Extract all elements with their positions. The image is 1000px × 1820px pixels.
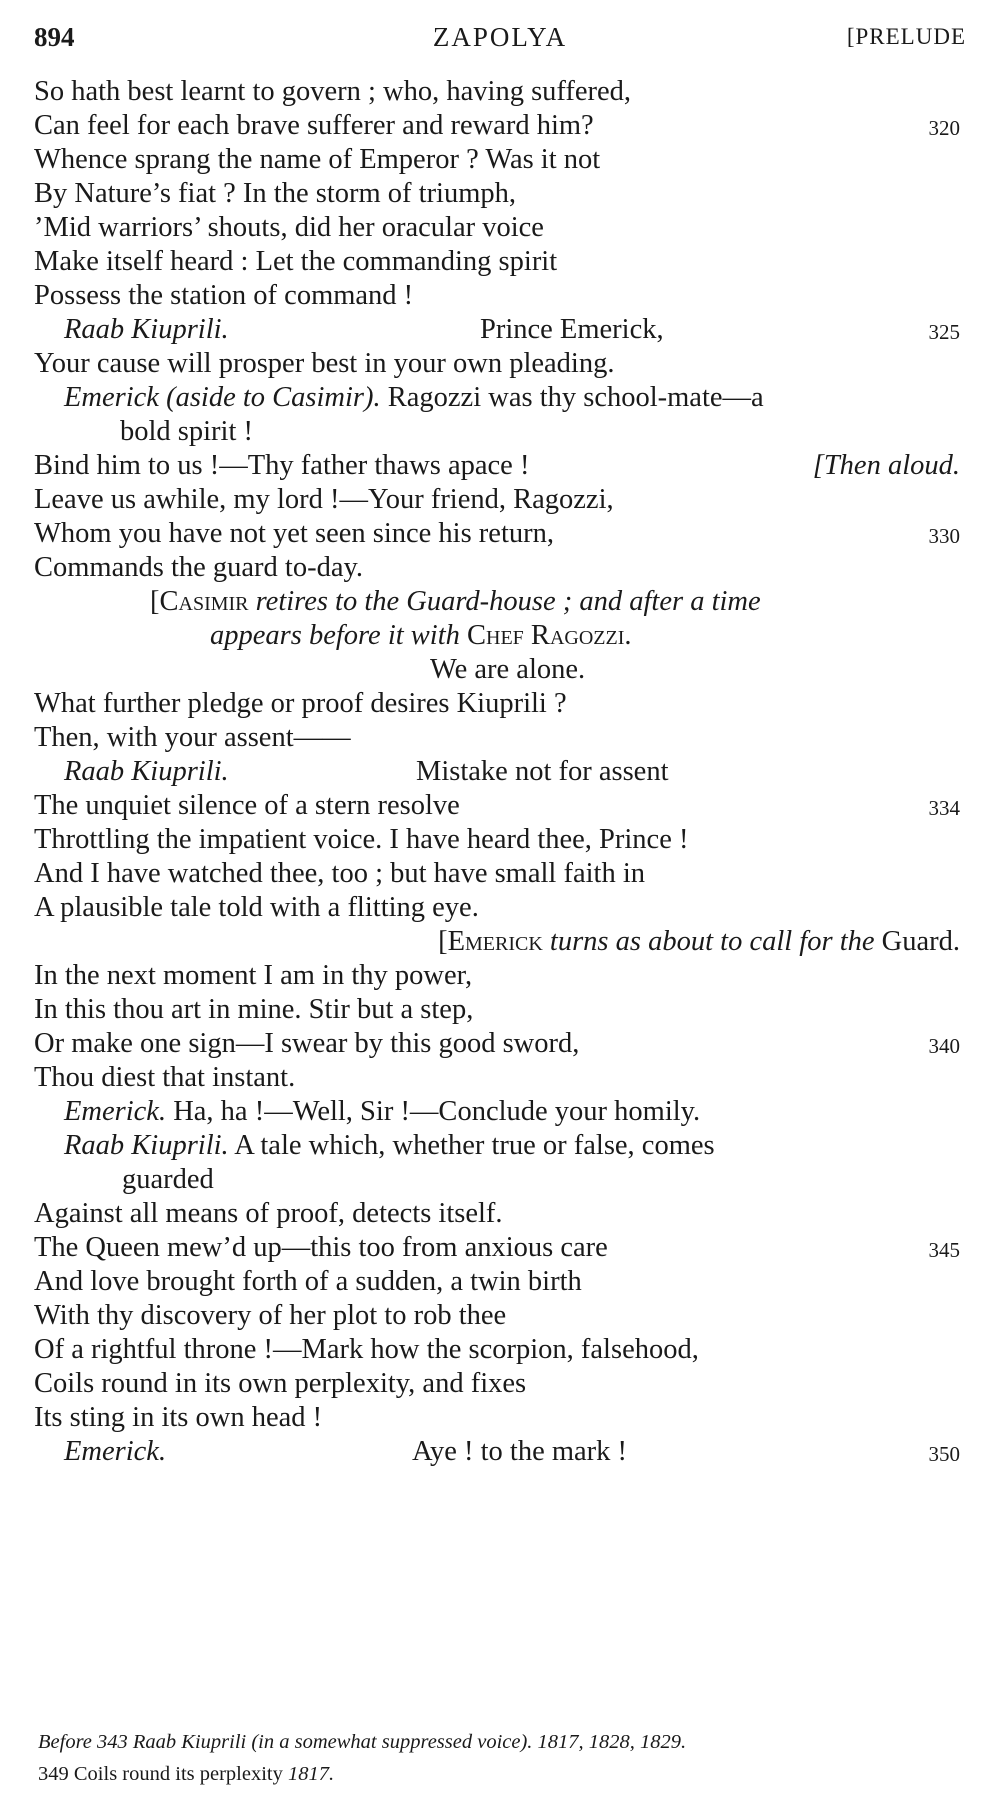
verse-line: In the next moment I am in thy power, xyxy=(34,960,473,991)
verse-line: In this thou art in mine. Stir but a step, xyxy=(34,994,474,1025)
stage-direction: (aside to Casimir). xyxy=(166,382,381,413)
verse-line: Throttling the impatient voice. I have heard thee, Prince ! xyxy=(34,824,689,855)
verse-line: We are alone. xyxy=(430,654,586,685)
verse-line: Emerick. Aye ! to the mark ! 350 xyxy=(0,1433,1000,1471)
verse-line: Make itself heard : Let the commanding spirit xyxy=(34,246,558,277)
running-title: ZAPOLYA xyxy=(432,22,568,52)
stage-direction: [Casimir retires to the Guard-house ; and after a time xyxy=(150,586,761,617)
page-number: 894 xyxy=(34,22,75,52)
verse-line: A plausible tale told with a flitting eye. xyxy=(34,892,479,923)
verse-line: Whence sprang the name of Emperor ? Was it not xyxy=(34,144,601,175)
line-number: 345 xyxy=(928,1238,960,1262)
verse-line: guarded xyxy=(122,1164,214,1195)
verse-line: Emerick. Ha, ha !—Well, Sir !—Conclude your homily. xyxy=(64,1096,701,1127)
verse-line: ’Mid warriors’ shouts, did her oracular voice xyxy=(34,212,544,243)
verse-line: So hath best learnt to govern ; who, having suffered, xyxy=(34,76,632,107)
line-number: 340 xyxy=(928,1034,960,1058)
verse-line: Your cause will prosper best in your own pleading. xyxy=(34,348,615,379)
speaker-name: Emerick. xyxy=(64,1096,167,1127)
running-header xyxy=(34,22,966,62)
line-number: 330 xyxy=(928,524,960,548)
footnote: Before 343 Raab Kiuprili (in a somewhat suppressed voice). 1817, 1828, 1829. xyxy=(38,1731,687,1753)
verse-line: Commands the guard to-day. xyxy=(34,552,364,583)
verse-line: What further pledge or proof desires Kiuprili ? xyxy=(34,688,567,719)
footnotes xyxy=(38,1726,686,1790)
stage-direction: appears before it with Chef Ragozzi. xyxy=(210,620,632,651)
verse-line: Of a rightful throne !—Mark how the scorpion, falsehood, xyxy=(34,1334,699,1365)
verse-line: bold spirit ! xyxy=(120,416,253,447)
verse-line: Thou diest that instant. xyxy=(34,1062,296,1093)
verse-line: Emerick (aside to Casimir). Ragozzi was thy school-mate—a xyxy=(64,382,764,413)
verse-line: The Queen mew’d up—this too from anxious care 345 xyxy=(0,1229,1000,1267)
verse-line: With thy discovery of her plot to rob thee xyxy=(34,1300,507,1331)
footnote: 349 Coils round its perplexity 1817. xyxy=(38,1763,335,1785)
verse-line: By Nature’s fiat ? In the storm of triumph, xyxy=(34,178,517,209)
verse-line: Its sting in its own head ! xyxy=(34,1402,323,1433)
speaker-name: Emerick. xyxy=(64,1436,167,1467)
speaker-name: Raab Kiuprili. xyxy=(64,1130,229,1161)
verse-line: Possess the station of command ! xyxy=(34,280,414,311)
verse-line: And love brought forth of a sudden, a twin birth xyxy=(34,1266,582,1297)
verse-line: Bind him to us !—Thy father thaws apace ! [Then aloud. xyxy=(0,447,1000,485)
section-label: [PRELUDE xyxy=(846,24,966,49)
verse-line: Raab Kiuprili. A tale which, whether true or false, comes xyxy=(64,1130,715,1161)
verse-line: Or make one sign—I swear by this good sword, 340 xyxy=(0,1025,1000,1063)
line-number: 320 xyxy=(928,116,960,140)
line-number: 350 xyxy=(928,1442,960,1466)
verse-line: Whom you have not yet seen since his return, 330 xyxy=(0,515,1000,553)
verse-line: Leave us awhile, my lord !—Your friend, Ragozzi, xyxy=(34,484,614,515)
verse-line: The unquiet silence of a stern resolve 334 xyxy=(0,787,1000,825)
verse-line: Raab Kiuprili. Prince Emerick, 325 xyxy=(0,311,1000,349)
line-number: 325 xyxy=(928,320,960,344)
verse-line: Can feel for each brave sufferer and reward him? 320 xyxy=(0,107,1000,145)
verse-line: Coils round in its own perplexity, and fixes xyxy=(34,1368,527,1399)
speaker-name: Raab Kiuprili. xyxy=(64,756,229,787)
verse-line: Then, with your assent—— xyxy=(34,722,351,753)
verse-line: Raab Kiuprili. Mistake not for assent xyxy=(0,753,1000,791)
verse-line: Against all means of proof, detects itself. xyxy=(34,1198,503,1229)
speaker-name: Emerick xyxy=(64,382,159,413)
speaker-name: Raab Kiuprili. xyxy=(64,314,229,345)
line-number: 334 xyxy=(928,796,960,820)
stage-direction: [Then aloud. xyxy=(812,450,960,481)
stage-direction: [Emerick turns as about to call for the Guard. xyxy=(438,926,960,957)
verse-line: And I have watched thee, too ; but have small faith in xyxy=(34,858,645,889)
